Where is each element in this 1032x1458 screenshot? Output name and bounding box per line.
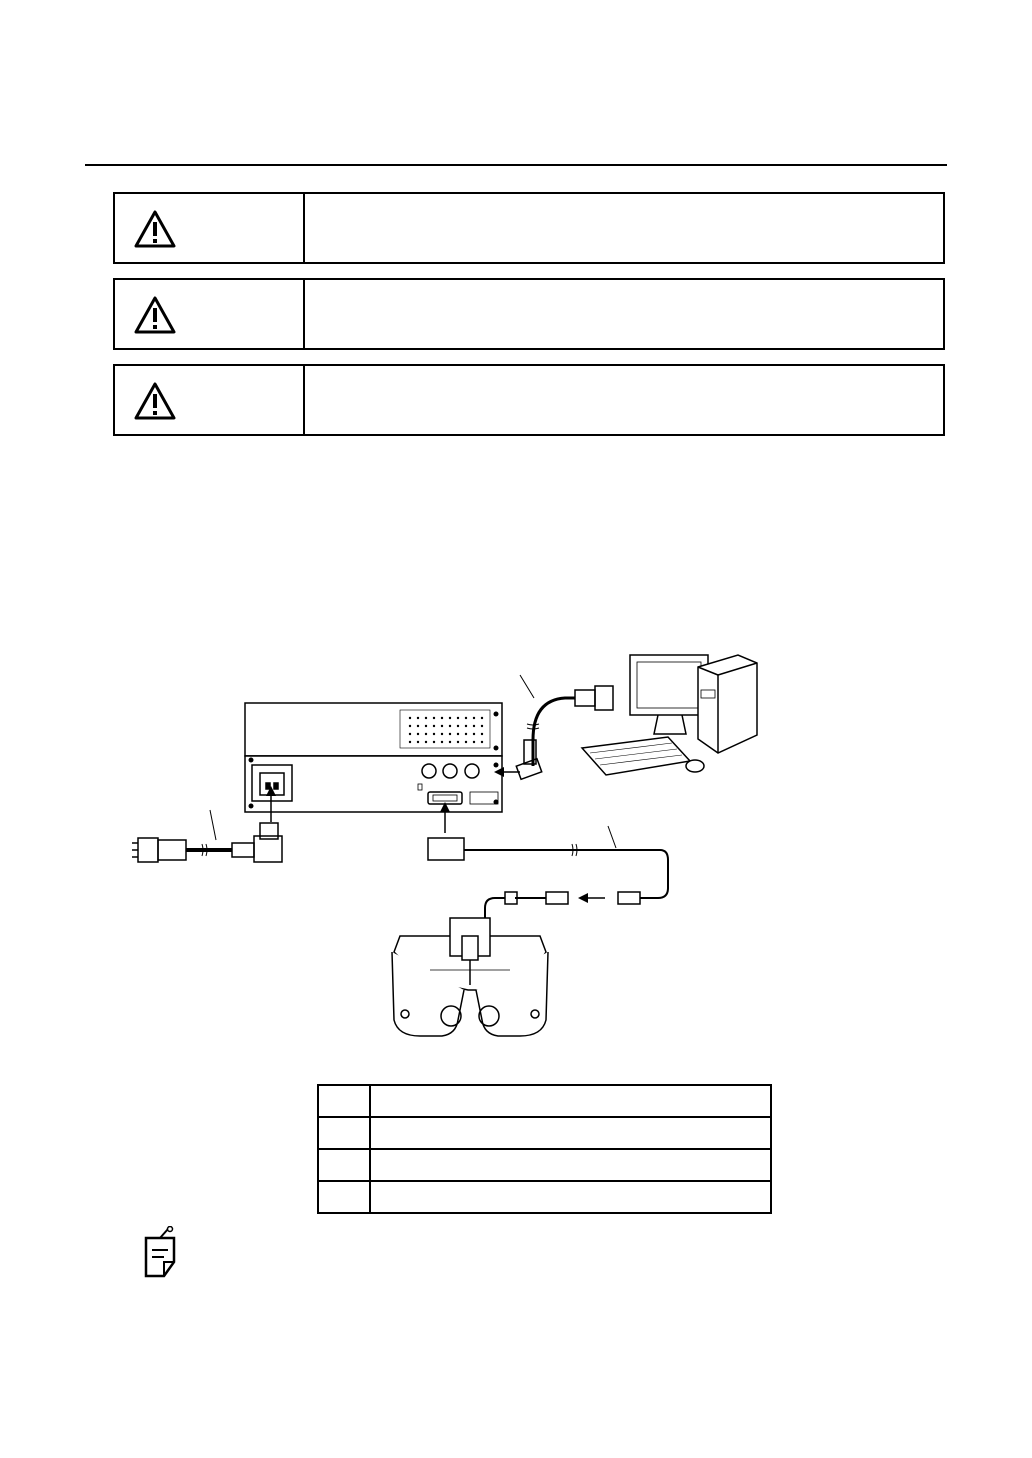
table-row bbox=[318, 1149, 771, 1181]
table-cell bbox=[318, 1181, 370, 1213]
parts-table bbox=[317, 1084, 772, 1214]
table-cell bbox=[318, 1117, 370, 1149]
computer bbox=[582, 655, 757, 775]
warning-triangle-icon bbox=[133, 295, 177, 335]
table-cell bbox=[370, 1149, 771, 1181]
table-cell bbox=[370, 1117, 771, 1149]
table-cell bbox=[318, 1149, 370, 1181]
table-cell bbox=[318, 1085, 370, 1117]
control-box bbox=[245, 703, 502, 812]
warning-triangle-icon bbox=[133, 381, 177, 421]
connection-diagram bbox=[120, 640, 800, 1050]
refractor-head bbox=[392, 918, 548, 1036]
table-cell bbox=[370, 1181, 771, 1213]
warning-icon-cell bbox=[115, 194, 305, 262]
warning-box-3 bbox=[113, 364, 945, 436]
warning-text-cell bbox=[305, 194, 943, 262]
header-rule bbox=[85, 164, 947, 166]
warning-box-1 bbox=[113, 192, 945, 264]
warning-icon-cell bbox=[115, 366, 305, 434]
warning-box-2 bbox=[113, 278, 945, 350]
table-row bbox=[318, 1181, 771, 1213]
table-row bbox=[318, 1085, 771, 1117]
warning-text-cell bbox=[305, 280, 943, 348]
warning-text-cell bbox=[305, 366, 943, 434]
table-cell bbox=[370, 1085, 771, 1117]
refractor-cable bbox=[428, 826, 668, 922]
warning-triangle-icon bbox=[133, 209, 177, 249]
note-pin-icon bbox=[142, 1226, 182, 1280]
table-row bbox=[318, 1117, 771, 1149]
warning-icon-cell bbox=[115, 280, 305, 348]
